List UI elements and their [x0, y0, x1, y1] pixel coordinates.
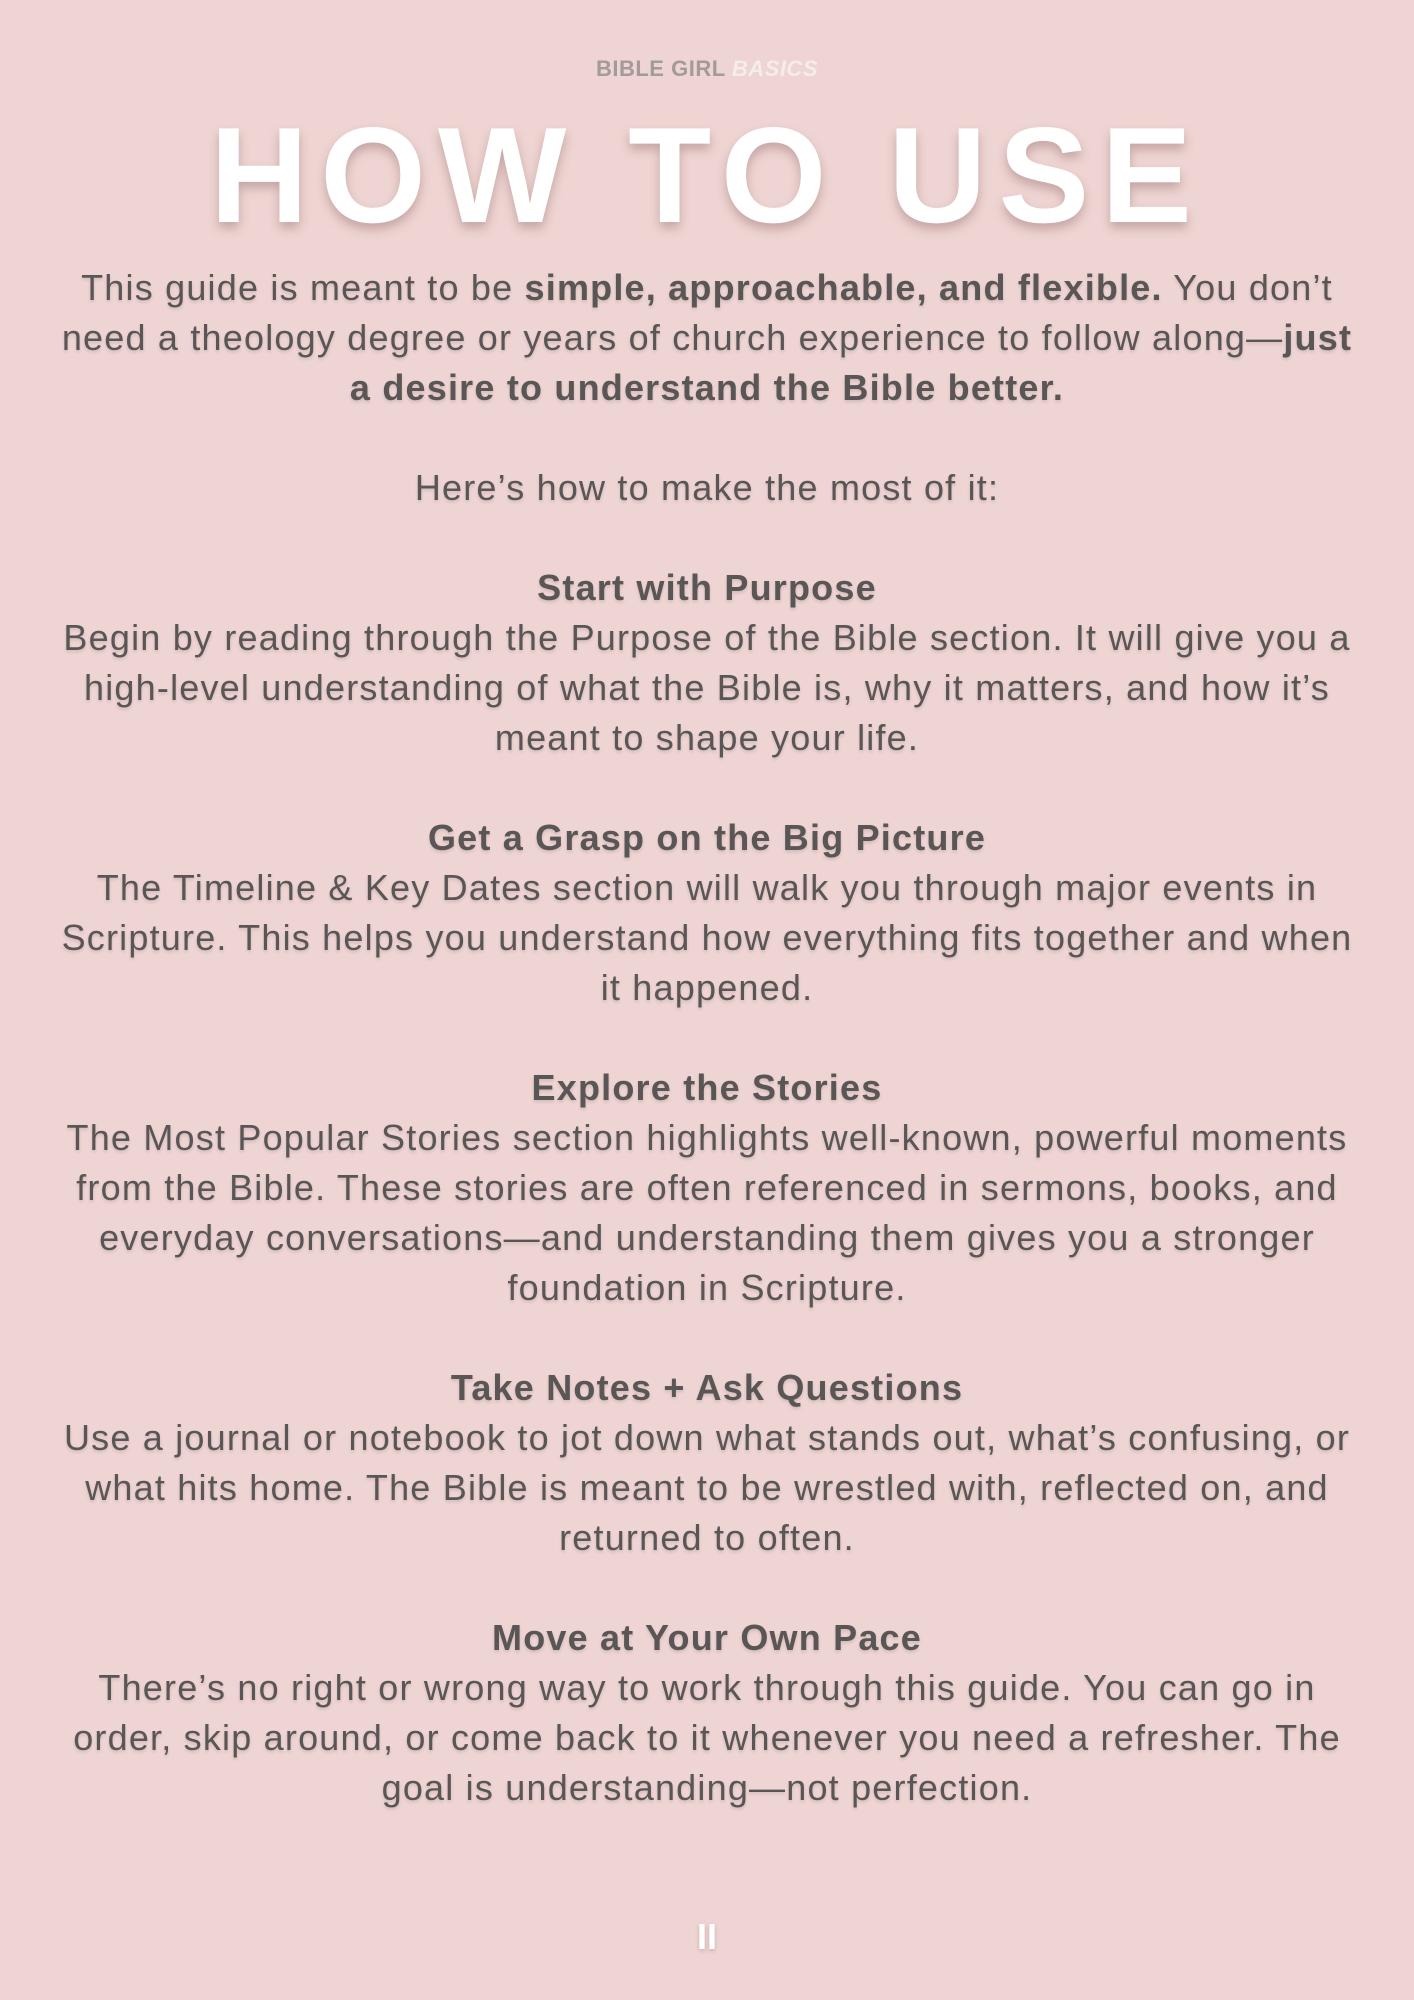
section-body: There’s no right or wrong way to work through this guide. You can go in order, skip around, or come back to it whenever you need a refresher. The goal is understanding—not perfection. — [73, 1667, 1341, 1808]
section-body: The Most Popular Stories section highlights well-known, powerful moments from the Bible. These stories are often referenced in sermons, books, and everyday conversations—and understanding them gives you a stronger foundation in Scripture. — [66, 1117, 1348, 1308]
lead-paragraph: Here’s how to make the most of it: — [414, 467, 1000, 508]
section-explore-stories — [60, 1063, 1354, 1313]
section-body: Use a journal or notebook to jot down what stands out, what’s confusing, or what hits home. The Bible is meant to be wrestled with, reflected on, and returned to often. — [63, 1417, 1351, 1558]
brand-header — [0, 56, 1414, 82]
page-number: II — [696, 1916, 717, 1957]
section-big-picture — [60, 813, 1354, 1013]
page-content — [60, 263, 1354, 1863]
section-heading: Take Notes + Ask Questions — [450, 1367, 964, 1408]
brand-sub: BASICS — [731, 56, 818, 81]
section-body: Begin by reading through the Purpose of the Bible section. It will give you a high-level understanding of what the Bible is, why it matters, and how it’s meant to shape your life. — [63, 617, 1351, 758]
section-start-with-purpose — [60, 563, 1354, 763]
intro-bold-2: just a desire to understand the Bible better. — [349, 317, 1353, 408]
section-take-notes — [60, 1363, 1354, 1563]
intro-paragraph — [60, 263, 1354, 413]
intro-text-1: This guide is meant to be — [81, 267, 525, 308]
page-title: HOW TO USE — [210, 99, 1204, 251]
brand-main: BIBLE GIRL — [595, 56, 726, 81]
section-heading: Explore the Stories — [531, 1067, 883, 1108]
section-heading: Get a Grasp on the Big Picture — [427, 817, 987, 858]
section-heading: Move at Your Own Pace — [492, 1617, 922, 1658]
section-heading: Start with Purpose — [537, 567, 877, 608]
section-own-pace — [60, 1613, 1354, 1813]
intro-text-2: You don’t need a theology degree or years of church experience to follow along— — [61, 267, 1333, 358]
intro-bold-1: simple, approachable, and flexible. — [524, 267, 1163, 308]
section-body: The Timeline & Key Dates section will walk you through major events in Scripture. This helps you understand how everything fits together and when it happened. — [61, 867, 1353, 1008]
